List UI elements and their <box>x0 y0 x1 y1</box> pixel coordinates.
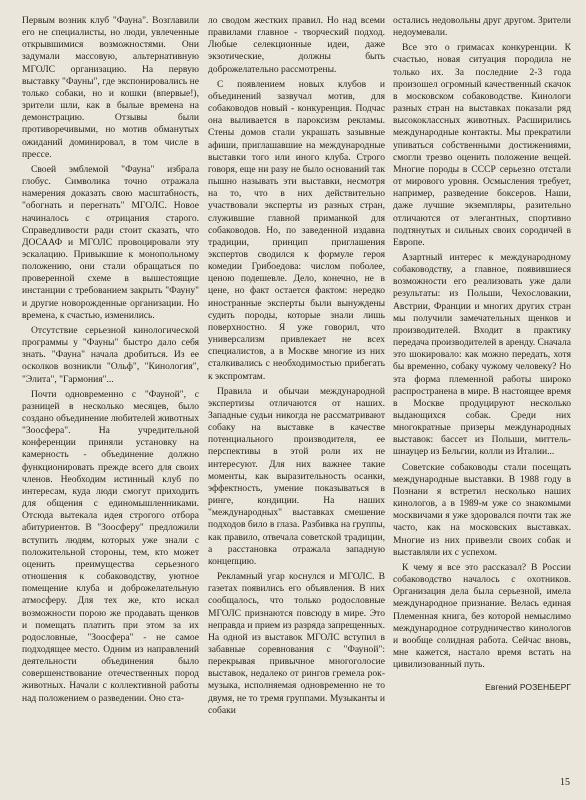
paragraph: Отсутствие серьезной кинологической программы у "Фауны" быстро дало себя знать. "Фауна" начала дробиться. Из ее осколков возникли "Ольф", "Кинология", "Элита", "Гармония"... <box>22 324 199 385</box>
paragraph: остались недовольны друг другом. Зрители недоумевали. <box>393 15 571 39</box>
paragraph: Правила и обычаи международной экспертизы отличаются от наших. Западные судьи никогда не рассматривают собаку на выставке в качестве потенциального производителя, ее перспективы в этой роли их не интересуют. Для них важнее такие моменты, как выразительность осанки, эффектность, умение показываться в ринге, кондиции. На наших "международных" выставках смешение подходов било в глаза. Разбивка на группы, как правило, отвечала советской традиции, а расстановка отражала западную концепцию. <box>208 385 385 567</box>
paragraph: Первым возник клуб "Фауна". Возглавили его не специалисты, но люди, увлеченные открывшимися возможностями. Они задумали массовую, альтернативную МГОЛС организацию. На первую выставку "Фауны", где экспонировались не только собаки, но и кошки (впервые!), зрители шли, как в былые времена на демонстрацию. Отзывы были противоречивыми, но мотив обманутых ожиданий доминировал, в том числе в прессе. <box>22 15 199 160</box>
paragraph: Почти одновременно с "Фауной", с разницей в несколько месяцев, было создано объединение любителей животных "Зоосфера". На учредительной конференции приняли установку на камерность - объединение должно функционировать прежде всего для своих членов. Необходим истинный клуб по интересам, куда люди смогут приходить для общения с единомышленниками. Отсюда вытекала идея строгого отбора абитуриентов. В "Зоосферу" предложили вступить людям, которых уже знали с положительной стороны, тем, кто может оценить преимущества серьезного отношения к собаководству, уютное помещение клуба и доброжелательную атмосферу. Для тех же, кто искал возможности порою же продавать щенков и помещать платить при этом за их родословные, "Зоосфера" - не самое подходящее место. Одним из направлений деятельности объединения было совершенствование отечественных пород животных. Начали с коллективной работы над положением о разведении. Оно ста- <box>22 388 199 704</box>
text-column-2 <box>208 15 385 717</box>
paragraph: Азартный интерес к международному собаководству, а главное, появившиеся возможности его реализовать уже дали результаты: из Польши, Чехословакии, Австрии, Франции и многих других стран мы получили замечательных щенков и производителей. Входит в практику передача производителей в аренду. Сначала это шокировало: как можно передать, хотя бы временно, собаку чужому человеку? Но эта форма племенной работы широко распространена в мире. В настоящее время в Москве продуцируют несколько выдающихся собак. Среди них многократные призеры международных выставок: бассет из Польши, миттель-шнауцер из Бельгии, колли из Италии... <box>393 251 571 458</box>
paragraph: Советские собаководы стали посещать международные выставки. В 1988 году в Познани я встретил несколько наших кинологов, а в 1989-м уже со знакомыми москвичами я уже здоровался почти так же часто, как на московских выставках. Многие из них привезли своих собак и выставляли их с успехом. <box>393 461 571 558</box>
text-column-3 <box>393 15 571 693</box>
author-signature: Евгений РОЗЕНБЕРГ <box>485 682 571 693</box>
paragraph: Все это о гримасах конкуренции. К счастью, новая ситуация породила не только их. За последние 2-3 года произошел огромный качественный скачок в московском собаководстве. Кинологи разных стран на выставках показали ряд высококлассных животных. Расширились международные контакты. Мы прекратили упиваться собственными достижениями, смогли трезво оценить положение вещей. Многие породы в СССР серьезно отстали от мирового уровня. Осмысления требует, например, разведение боксеров. Наши, даже лучшие экземпляры, разительно отличаются от элегантных, спортивно подтянутых и сильных своих сородичей в Европе. <box>393 42 571 248</box>
paragraph: Своей эмблемой "Фауна" избрала глобус. Символика точно отражала намерения доказать свою масштабность, "обогнать и перегнать" МГОЛС. Новое начиналось с отрицания старого. Справедливости ради стоит сказать, что ДОСААФ и МГОЛС провоцировали эту эскалацию. Привыкшие к монопольному положению, они стали обращаться по проверенной схеме в вышестоящие инстанции с требованием закрыть "Фауну" и другие новорожденные организации. Но времена, к счастью, изменились. <box>22 163 199 321</box>
paragraph: К чему я все это рассказал? В России собаководство началось с охотников. Организация дела была серьезной, имела международное признание. Велась единая Племенная книга, без которой немыслимо международное сотрудничество кинологов и вообще солидная работа. Сейчас вновь, мне кажется, настало время встать на цивилизованный путь. <box>393 561 571 671</box>
paragraph: С появлением новых клубов и объединений зазвучал мотив, для собаководов новый - конкуренция. Подчас она выливается в пароксизм рекламы. Стены домов стали украшать зазывные афиши, приглашавшие на международные выставки того или иного клуба. Строго говоря, еще ни разу не было оснований так пышно называть эти выставки, несмотря на то, что в них действительно участвовали эксперты из разных стран, служившие главной приманкой для собаководов. Но, по заведенной издавна традиции, принцип приглашения экспертов сводился к формуле героя комедии Грибоедова: числом поболее, ценою подешевле. Дело, конечно, не в цене, но факт остается фактом: нередко иностранные эксперты были вынуждены судить породы, которые знали лишь поверхностно. Я уже говорил, что универсализм привлекает не всех специалистов, а в Москве многие из них сталкивались с необходимостью прибегать к экспромтам. <box>208 78 385 382</box>
paragraph: ло сводом жестких правил. Но над всеми правилами главное - творческий подход. Любые селекционные идеи, даже экзотические, должны быть доброжелательно рассмотрены. <box>208 15 385 75</box>
page-number: 15 <box>560 777 570 788</box>
paragraph: Рекламный угар коснулся и МГОЛС. В газетах появились его объявления. В них сообщалось, что только родословные МГОЛС признаются повсюду в мире. Это неправда и прием из разряда запрещенных. На одной из выставок МГОЛС вступил в забавные соревнования с "Фауной": перекрывая привычное многоголосие выставок, недалеко от рингов гремела рок-музыка, исполняемая одновременно не то двумя, не то тремя группами. Музыканты и собаки <box>208 571 385 716</box>
text-column-1 <box>22 15 199 705</box>
